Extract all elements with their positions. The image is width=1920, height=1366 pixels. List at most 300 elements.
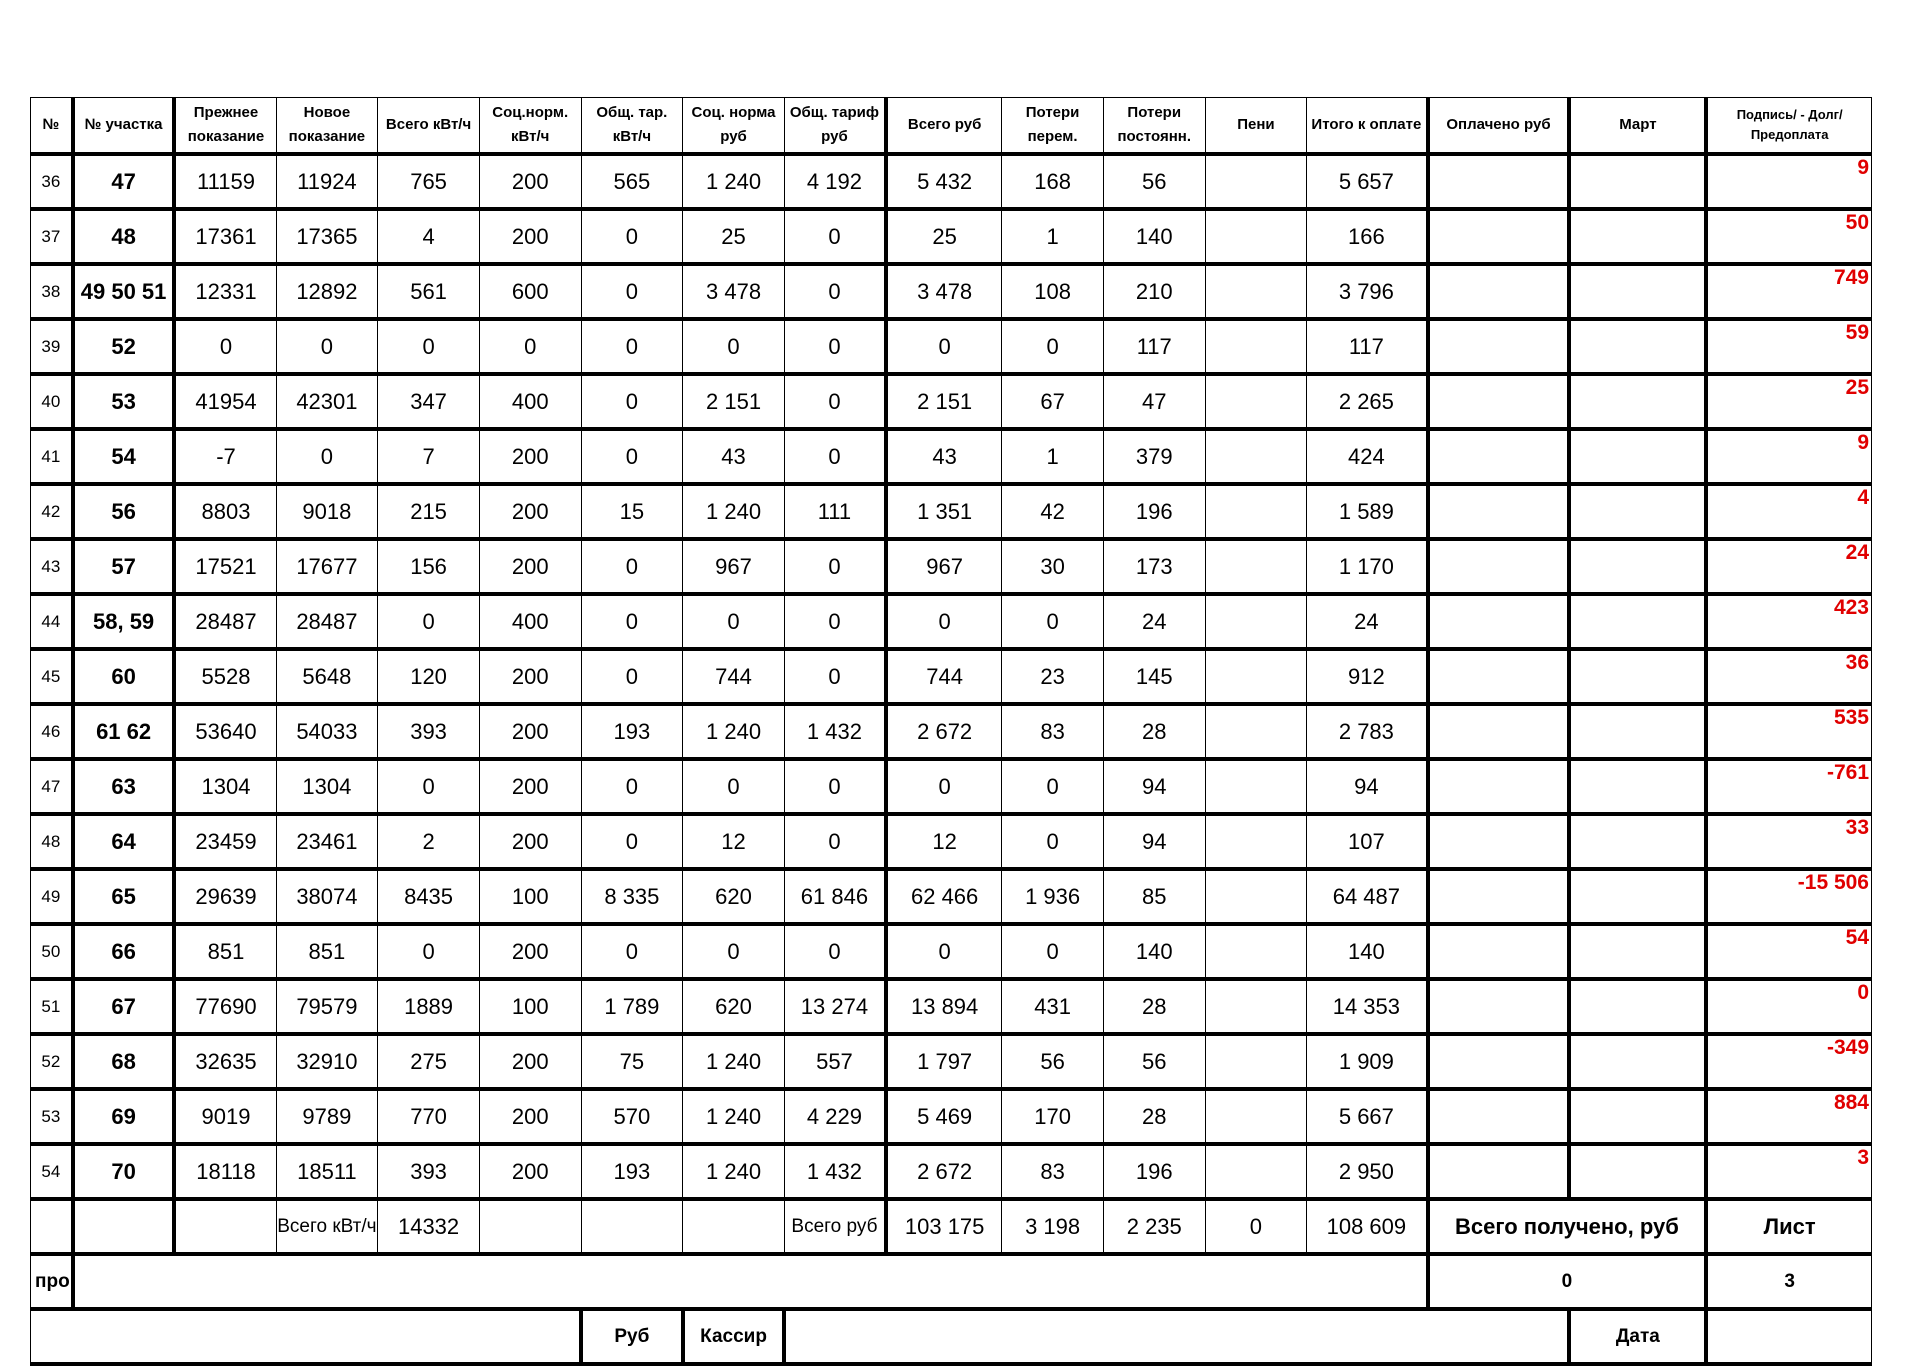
previous-reading-cell: 11159 (174, 154, 276, 209)
new-reading-cell: 1304 (276, 759, 378, 814)
plot-number-cell: 60 (73, 649, 175, 704)
header-cell: Новое показание (276, 98, 378, 155)
social-norm-kwh-cell: 100 (479, 979, 581, 1034)
constant-loss-cell: 47 (1103, 374, 1205, 429)
social-norm-kwh-cell: 200 (479, 1089, 581, 1144)
social-norm-rub-cell: 1 240 (683, 1034, 785, 1089)
cashier-signature-cell (784, 1309, 1569, 1364)
paid-cell (1428, 979, 1570, 1034)
social-norm-kwh-cell: 200 (479, 1144, 581, 1199)
plot-number-cell: 61 62 (73, 704, 175, 759)
row-number-cell: 38 (31, 264, 73, 319)
amount-due-cell: 117 (1307, 319, 1428, 374)
fine-cell (1205, 649, 1307, 704)
total-kwh-cell: 765 (378, 154, 480, 209)
plot-number-cell: 48 (73, 209, 175, 264)
fine-cell (1205, 869, 1307, 924)
footer-left-text: про (31, 1254, 73, 1309)
empty-cell (479, 1199, 581, 1254)
row-number-cell: 49 (31, 869, 73, 924)
march-cell (1569, 1034, 1706, 1089)
table-row (31, 814, 1872, 869)
new-reading-cell: 38074 (276, 869, 378, 924)
general-tariff-rub-cell: 0 (784, 209, 886, 264)
header-cell: № (31, 98, 73, 155)
fine-cell (1205, 924, 1307, 979)
constant-loss-cell: 196 (1103, 1144, 1205, 1199)
table-row (31, 1144, 1872, 1199)
amount-due-cell: 1 589 (1307, 484, 1428, 539)
total-kwh-cell: 156 (378, 539, 480, 594)
variable-loss-cell: 0 (1002, 814, 1104, 869)
header-cell: Соц.норм. кВт/ч (479, 98, 581, 155)
march-cell (1569, 319, 1706, 374)
social-norm-kwh-cell: 200 (479, 759, 581, 814)
header-cell: Общ. тар. кВт/ч (581, 98, 683, 155)
total-due: 108 609 (1307, 1199, 1428, 1254)
total-loss-var: 3 198 (1002, 1199, 1104, 1254)
constant-loss-cell: 117 (1103, 319, 1205, 374)
empty-cell (31, 1309, 582, 1364)
general-tariff-kwh-cell: 570 (581, 1089, 683, 1144)
social-norm-rub-cell: 12 (683, 814, 785, 869)
new-reading-cell: 0 (276, 429, 378, 484)
general-tariff-rub-cell: 0 (784, 594, 886, 649)
march-cell (1569, 539, 1706, 594)
fine-cell (1205, 374, 1307, 429)
empty-cell (31, 1199, 73, 1254)
plot-number-cell: 49 50 51 (73, 264, 175, 319)
total-kwh-cell: 347 (378, 374, 480, 429)
previous-reading-cell: 18118 (174, 1144, 276, 1199)
table-row (31, 1089, 1872, 1144)
general-tariff-rub-cell: 0 (784, 319, 886, 374)
general-tariff-rub-cell: 4 192 (784, 154, 886, 209)
total-rub-cell: 0 (886, 924, 1002, 979)
total-rub-cell: 12 (886, 814, 1002, 869)
plot-number-cell: 64 (73, 814, 175, 869)
new-reading-cell: 79579 (276, 979, 378, 1034)
social-norm-kwh-cell: 200 (479, 924, 581, 979)
general-tariff-kwh-cell: 0 (581, 374, 683, 429)
fine-cell (1205, 484, 1307, 539)
row-number-cell: 51 (31, 979, 73, 1034)
general-tariff-kwh-cell: 193 (581, 1144, 683, 1199)
new-reading-cell: 17365 (276, 209, 378, 264)
date-label: Дата (1569, 1309, 1706, 1364)
total-kwh-cell: 393 (378, 704, 480, 759)
table-body (31, 154, 1872, 1199)
row-number-cell: 43 (31, 539, 73, 594)
variable-loss-cell: 23 (1002, 649, 1104, 704)
general-tariff-kwh-cell: 193 (581, 704, 683, 759)
paid-cell (1428, 1034, 1570, 1089)
total-rub-label: Всего руб (784, 1199, 886, 1254)
plot-number-cell: 63 (73, 759, 175, 814)
variable-loss-cell: 83 (1002, 704, 1104, 759)
total-rub-cell: 13 894 (886, 979, 1002, 1034)
total-rub-cell: 1 797 (886, 1034, 1002, 1089)
row-number-cell: 37 (31, 209, 73, 264)
amount-due-cell: 1 170 (1307, 539, 1428, 594)
table-row (31, 154, 1872, 209)
social-norm-rub-cell: 1 240 (683, 1144, 785, 1199)
plot-number-cell: 58, 59 (73, 594, 175, 649)
amount-due-cell: 2 265 (1307, 374, 1428, 429)
general-tariff-kwh-cell: 0 (581, 539, 683, 594)
general-tariff-kwh-cell: 8 335 (581, 869, 683, 924)
table-row (31, 539, 1872, 594)
paid-cell (1428, 319, 1570, 374)
march-cell (1569, 924, 1706, 979)
fine-cell (1205, 319, 1307, 374)
social-norm-rub-cell: 0 (683, 319, 785, 374)
header-cell: Пени (1205, 98, 1307, 155)
paid-cell (1428, 374, 1570, 429)
total-kwh-cell: 2 (378, 814, 480, 869)
header-cell: Соц. норма руб (683, 98, 785, 155)
amount-due-cell: 166 (1307, 209, 1428, 264)
paid-cell (1428, 759, 1570, 814)
social-norm-rub-cell: 620 (683, 869, 785, 924)
paid-cell (1428, 154, 1570, 209)
total-rub-cell: 3 478 (886, 264, 1002, 319)
general-tariff-kwh-cell: 0 (581, 264, 683, 319)
plot-number-cell: 53 (73, 374, 175, 429)
row-number-cell: 36 (31, 154, 73, 209)
social-norm-rub-cell: 967 (683, 539, 785, 594)
total-kwh-cell: 120 (378, 649, 480, 704)
paid-cell (1428, 484, 1570, 539)
previous-reading-cell: 8803 (174, 484, 276, 539)
table-row (31, 594, 1872, 649)
new-reading-cell: 11924 (276, 154, 378, 209)
social-norm-rub-cell: 3 478 (683, 264, 785, 319)
previous-reading-cell: 5528 (174, 649, 276, 704)
fine-cell (1205, 704, 1307, 759)
total-kwh-cell: 7 (378, 429, 480, 484)
march-cell (1569, 374, 1706, 429)
total-kwh-cell: 275 (378, 1034, 480, 1089)
general-tariff-kwh-cell: 15 (581, 484, 683, 539)
total-received-label: Всего получено, руб (1428, 1199, 1707, 1254)
social-norm-rub-cell: 43 (683, 429, 785, 484)
plot-number-cell: 69 (73, 1089, 175, 1144)
table-row (31, 264, 1872, 319)
previous-reading-cell: 23459 (174, 814, 276, 869)
total-loss-const: 2 235 (1103, 1199, 1205, 1254)
plot-number-cell: 70 (73, 1144, 175, 1199)
fine-cell (1205, 979, 1307, 1034)
empty-cell (581, 1199, 683, 1254)
total-kwh-cell: 215 (378, 484, 480, 539)
row-number-cell: 47 (31, 759, 73, 814)
general-tariff-rub-cell: 0 (784, 374, 886, 429)
constant-loss-cell: 56 (1103, 1034, 1205, 1089)
general-tariff-rub-cell: 0 (784, 814, 886, 869)
total-kwh-cell: 4 (378, 209, 480, 264)
previous-reading-cell: 32635 (174, 1034, 276, 1089)
variable-loss-cell: 168 (1002, 154, 1104, 209)
total-rub-value: 103 175 (886, 1199, 1002, 1254)
constant-loss-cell: 94 (1103, 814, 1205, 869)
table-row (31, 924, 1872, 979)
paid-cell (1428, 869, 1570, 924)
balance-cell: 54 (1706, 924, 1871, 979)
paid-cell (1428, 429, 1570, 484)
total-rub-cell: 967 (886, 539, 1002, 594)
total-rub-cell: 0 (886, 759, 1002, 814)
total-rub-cell: 5 432 (886, 154, 1002, 209)
plot-number-cell: 56 (73, 484, 175, 539)
social-norm-kwh-cell: 200 (479, 209, 581, 264)
total-rub-cell: 2 672 (886, 704, 1002, 759)
amount-due-cell: 1 909 (1307, 1034, 1428, 1089)
header-cell: Итого к оплате (1307, 98, 1428, 155)
constant-loss-cell: 379 (1103, 429, 1205, 484)
empty-cell (683, 1199, 785, 1254)
previous-reading-cell: 0 (174, 319, 276, 374)
social-norm-kwh-cell: 200 (479, 484, 581, 539)
row-number-cell: 39 (31, 319, 73, 374)
social-norm-rub-cell: 620 (683, 979, 785, 1034)
balance-cell: 535 (1706, 704, 1871, 759)
sheet-label: Лист (1706, 1199, 1871, 1254)
paid-cell (1428, 924, 1570, 979)
balance-cell: 884 (1706, 1089, 1871, 1144)
header-cell: Оплачено руб (1428, 98, 1570, 155)
new-reading-cell: 54033 (276, 704, 378, 759)
new-reading-cell: 12892 (276, 264, 378, 319)
general-tariff-rub-cell: 0 (784, 264, 886, 319)
previous-reading-cell: 17361 (174, 209, 276, 264)
amount-due-cell: 94 (1307, 759, 1428, 814)
amount-due-cell: 424 (1307, 429, 1428, 484)
new-reading-cell: 9789 (276, 1089, 378, 1144)
table-row (31, 319, 1872, 374)
constant-loss-cell: 94 (1103, 759, 1205, 814)
general-tariff-rub-cell: 1 432 (784, 704, 886, 759)
amount-due-cell: 2 783 (1307, 704, 1428, 759)
previous-reading-cell: 1304 (174, 759, 276, 814)
header-cell: № участка (73, 98, 175, 155)
general-tariff-kwh-cell: 0 (581, 209, 683, 264)
variable-loss-cell: 170 (1002, 1089, 1104, 1144)
total-rub-cell: 0 (886, 319, 1002, 374)
social-norm-kwh-cell: 0 (479, 319, 581, 374)
constant-loss-cell: 140 (1103, 924, 1205, 979)
plot-number-cell: 57 (73, 539, 175, 594)
march-cell (1569, 1144, 1706, 1199)
fine-cell (1205, 154, 1307, 209)
total-kwh-cell: 0 (378, 924, 480, 979)
social-norm-rub-cell: 1 240 (683, 1089, 785, 1144)
balance-cell: 24 (1706, 539, 1871, 594)
social-norm-kwh-cell: 100 (479, 869, 581, 924)
plot-number-cell: 47 (73, 154, 175, 209)
variable-loss-cell: 0 (1002, 759, 1104, 814)
variable-loss-cell: 30 (1002, 539, 1104, 594)
header-cell: Всего кВт/ч (378, 98, 480, 155)
constant-loss-cell: 210 (1103, 264, 1205, 319)
previous-reading-cell: 53640 (174, 704, 276, 759)
general-tariff-rub-cell: 4 229 (784, 1089, 886, 1144)
new-reading-cell: 9018 (276, 484, 378, 539)
rub-label: Руб (581, 1309, 683, 1364)
general-tariff-rub-cell: 557 (784, 1034, 886, 1089)
balance-cell: 9 (1706, 429, 1871, 484)
balance-cell: 4 (1706, 484, 1871, 539)
row-number-cell: 53 (31, 1089, 73, 1144)
row-number-cell: 52 (31, 1034, 73, 1089)
table-row (31, 1034, 1872, 1089)
march-cell (1569, 264, 1706, 319)
plot-number-cell: 66 (73, 924, 175, 979)
amount-due-cell: 3 796 (1307, 264, 1428, 319)
row-number-cell: 40 (31, 374, 73, 429)
general-tariff-kwh-cell: 565 (581, 154, 683, 209)
balance-cell: 3 (1706, 1144, 1871, 1199)
new-reading-cell: 42301 (276, 374, 378, 429)
social-norm-kwh-cell: 200 (479, 649, 581, 704)
balance-cell: 36 (1706, 649, 1871, 704)
amount-due-cell: 140 (1307, 924, 1428, 979)
social-norm-rub-cell: 25 (683, 209, 785, 264)
march-cell (1569, 649, 1706, 704)
previous-reading-cell: 12331 (174, 264, 276, 319)
constant-loss-cell: 140 (1103, 209, 1205, 264)
amount-due-cell: 24 (1307, 594, 1428, 649)
date-value-cell (1706, 1309, 1871, 1364)
header-cell: Потери перем. (1002, 98, 1104, 155)
paid-cell (1428, 704, 1570, 759)
balance-cell: 9 (1706, 154, 1871, 209)
header-cell: Потери постоянн. (1103, 98, 1205, 155)
social-norm-kwh-cell: 200 (479, 429, 581, 484)
constant-loss-cell: 24 (1103, 594, 1205, 649)
fine-cell (1205, 264, 1307, 319)
general-tariff-rub-cell: 0 (784, 759, 886, 814)
variable-loss-cell: 1 (1002, 209, 1104, 264)
total-kwh-cell: 770 (378, 1089, 480, 1144)
social-norm-kwh-cell: 600 (479, 264, 581, 319)
footer-row-2 (31, 1309, 1872, 1364)
social-norm-rub-cell: 1 240 (683, 484, 785, 539)
amount-due-cell: 64 487 (1307, 869, 1428, 924)
fine-cell (1205, 814, 1307, 869)
social-norm-rub-cell: 744 (683, 649, 785, 704)
balance-cell: -15 506 (1706, 869, 1871, 924)
new-reading-cell: 5648 (276, 649, 378, 704)
paid-cell (1428, 1144, 1570, 1199)
general-tariff-kwh-cell: 75 (581, 1034, 683, 1089)
general-tariff-kwh-cell: 0 (581, 319, 683, 374)
amount-due-cell: 912 (1307, 649, 1428, 704)
table-row (31, 209, 1872, 264)
variable-loss-cell: 1 936 (1002, 869, 1104, 924)
variable-loss-cell: 67 (1002, 374, 1104, 429)
paid-cell (1428, 594, 1570, 649)
general-tariff-kwh-cell: 0 (581, 759, 683, 814)
plot-number-cell: 65 (73, 869, 175, 924)
new-reading-cell: 0 (276, 319, 378, 374)
balance-cell: -349 (1706, 1034, 1871, 1089)
footer-row-1 (31, 1254, 1872, 1309)
amount-due-cell: 107 (1307, 814, 1428, 869)
social-norm-kwh-cell: 400 (479, 374, 581, 429)
new-reading-cell: 32910 (276, 1034, 378, 1089)
general-tariff-kwh-cell: 0 (581, 594, 683, 649)
balance-cell: 0 (1706, 979, 1871, 1034)
row-number-cell: 41 (31, 429, 73, 484)
table-row (31, 759, 1872, 814)
previous-reading-cell: 17521 (174, 539, 276, 594)
received-value: 0 (1428, 1254, 1707, 1309)
social-norm-kwh-cell: 200 (479, 539, 581, 594)
march-cell (1569, 154, 1706, 209)
total-rub-cell: 1 351 (886, 484, 1002, 539)
amount-due-cell: 2 950 (1307, 1144, 1428, 1199)
total-kwh-cell: 393 (378, 1144, 480, 1199)
total-rub-cell: 0 (886, 594, 1002, 649)
empty-cell (174, 1199, 276, 1254)
march-cell (1569, 484, 1706, 539)
social-norm-rub-cell: 2 151 (683, 374, 785, 429)
total-kwh-cell: 0 (378, 594, 480, 649)
total-rub-cell: 25 (886, 209, 1002, 264)
plot-number-cell: 67 (73, 979, 175, 1034)
totals-row (31, 1199, 1872, 1254)
previous-reading-cell: 29639 (174, 869, 276, 924)
paid-cell (1428, 1089, 1570, 1144)
amount-due-cell: 5 657 (1307, 154, 1428, 209)
march-cell (1569, 429, 1706, 484)
total-fine: 0 (1205, 1199, 1307, 1254)
balance-cell: 423 (1706, 594, 1871, 649)
previous-reading-cell: 28487 (174, 594, 276, 649)
fine-cell (1205, 209, 1307, 264)
total-kwh-cell: 561 (378, 264, 480, 319)
total-kwh-cell: 1889 (378, 979, 480, 1034)
paid-cell (1428, 264, 1570, 319)
row-number-cell: 46 (31, 704, 73, 759)
total-kwh-label: Всего кВт/ч (276, 1199, 378, 1254)
previous-reading-cell: -7 (174, 429, 276, 484)
balance-cell: 25 (1706, 374, 1871, 429)
general-tariff-rub-cell: 0 (784, 649, 886, 704)
march-cell (1569, 594, 1706, 649)
social-norm-kwh-cell: 200 (479, 1034, 581, 1089)
plot-number-cell: 54 (73, 429, 175, 484)
plot-number-cell: 52 (73, 319, 175, 374)
general-tariff-rub-cell: 61 846 (784, 869, 886, 924)
constant-loss-cell: 28 (1103, 979, 1205, 1034)
table-row (31, 649, 1872, 704)
constant-loss-cell: 173 (1103, 539, 1205, 594)
general-tariff-rub-cell: 0 (784, 924, 886, 979)
total-kwh-cell: 8435 (378, 869, 480, 924)
social-norm-kwh-cell: 200 (479, 704, 581, 759)
constant-loss-cell: 196 (1103, 484, 1205, 539)
social-norm-kwh-cell: 200 (479, 154, 581, 209)
fine-cell (1205, 1034, 1307, 1089)
header-row (31, 98, 1872, 155)
cashier-label: Кассир (683, 1309, 785, 1364)
balance-cell: 33 (1706, 814, 1871, 869)
paid-cell (1428, 814, 1570, 869)
previous-reading-cell: 41954 (174, 374, 276, 429)
previous-reading-cell: 9019 (174, 1089, 276, 1144)
